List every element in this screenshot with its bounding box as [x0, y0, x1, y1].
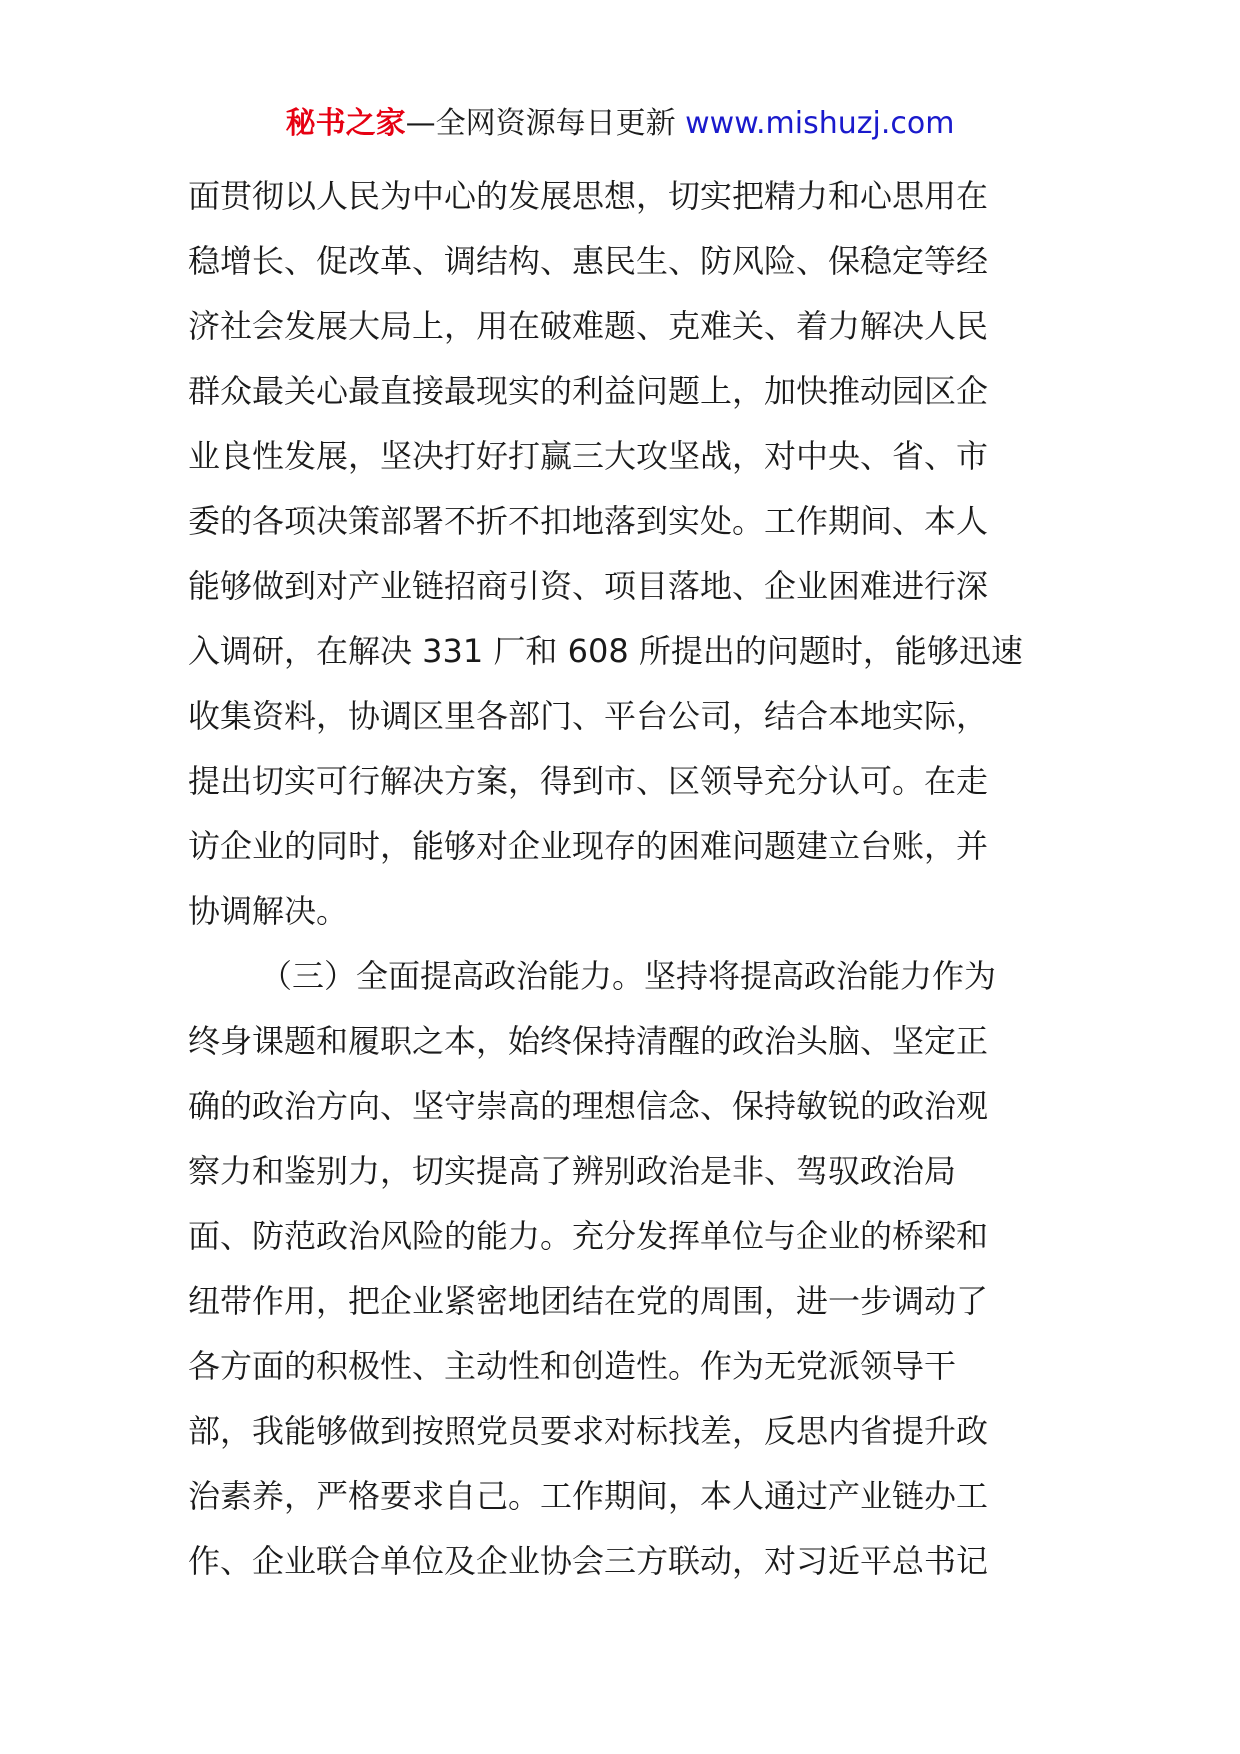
text-line: 面、防范政治风险的能力。充分发挥单位与企业的桥梁和 — [188, 1217, 989, 1255]
text-line: 部，我能够做到按照党员要求对标找差，反思内省提升政 — [188, 1412, 989, 1450]
header-url-link[interactable]: www.mishuzj.com — [685, 106, 955, 141]
text-line: 终身课题和履职之本，始终保持清醒的政治头脑、坚定正 — [188, 1022, 989, 1060]
body-text — [188, 164, 1058, 1594]
text-line: 作、企业联合单位及企业协会三方联动，对习近平总书记 — [188, 1542, 989, 1580]
text-line: 收集资料，协调区里各部门、平台公司，结合本地实际， — [188, 697, 989, 735]
text-line: 能够做到对产业链招商引资、项目落地、企业困难进行深 — [188, 567, 989, 605]
text-line: 各方面的积极性、主动性和创造性。作为无党派领导干 — [188, 1347, 957, 1385]
text-line: 济社会发展大局上，用在破难题、克难关、着力解决人民 — [188, 307, 989, 345]
header-tagline: —全网资源每日更新 — [405, 106, 686, 141]
text-line: 治素养，严格要求自己。工作期间，本人通过产业链办工 — [188, 1477, 989, 1515]
text-line: 协调解决。 — [188, 892, 349, 930]
section-heading-line: （三）全面提高政治能力。坚持将提高政治能力作为 — [260, 957, 997, 995]
text-line: 业良性发展，坚决打好打赢三大攻坚战，对中央、省、市 — [188, 437, 989, 475]
text-line: 纽带作用，把企业紧密地团结在党的周围，进一步调动了 — [188, 1282, 989, 1320]
text-line: 提出切实可行解决方案，得到市、区领导充分认可。在走 — [188, 762, 989, 800]
text-line: 稳增长、促改革、调结构、惠民生、防风险、保稳定等经 — [188, 242, 989, 280]
text-line: 确的政治方向、坚守崇高的理想信念、保持敏锐的政治观 — [188, 1087, 989, 1125]
text-line: 群众最关心最直接最现实的利益问题上，加快推动园区企 — [188, 372, 989, 410]
text-line: 察力和鉴别力，切实提高了辨别政治是非、驾驭政治局 — [188, 1152, 957, 1190]
page-header — [0, 104, 1240, 144]
text-line: 面贯彻以人民为中心的发展思想，切实把精力和心思用在 — [188, 177, 989, 215]
text-line: 入调研，在解决 331 厂和 608 所提出的问题时，能够迅速 — [188, 632, 1023, 670]
text-line: 访企业的同时，能够对企业现存的困难问题建立台账，并 — [188, 827, 989, 865]
text-line: 委的各项决策部署不折不扣地落到实处。工作期间、本人 — [188, 502, 989, 540]
header-brand: 秘书之家 — [285, 106, 406, 141]
